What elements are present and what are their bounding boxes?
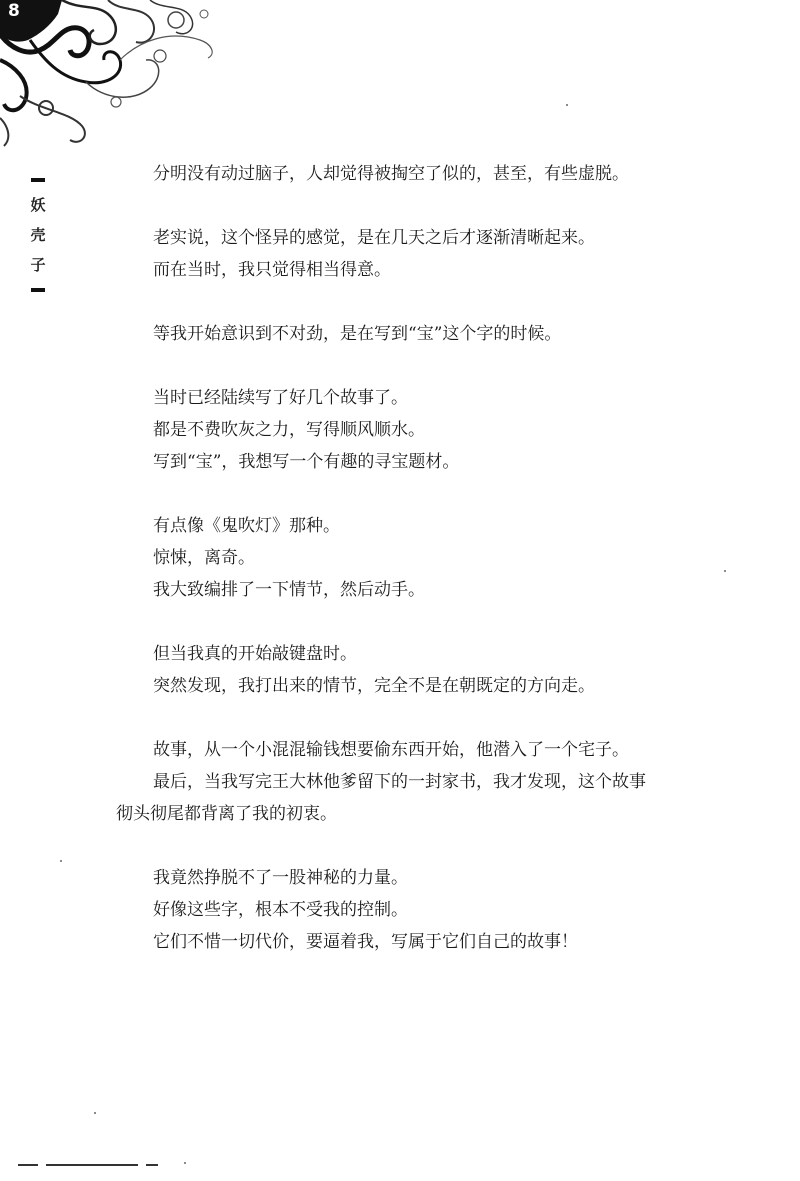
text-line: 我竟然挣脱不了一股神秘的力量。 [153,868,408,888]
body-text [116,158,716,990]
paragraph [116,638,716,702]
paragraph [116,318,716,350]
paragraph [116,382,716,478]
side-title-bar-top [31,178,45,182]
side-title-char: 妖 [30,196,46,214]
text-line: 当时已经陆续写了好几个故事了。 [153,388,408,408]
page-number: 8 [8,1,20,21]
paragraph [116,862,716,958]
text-line: 我大致编排了一下情节，然后动手。 [153,580,425,600]
text-line: 而在当时，我只觉得相当得意。 [153,260,391,280]
text-line: 最后，当我写完王大林他爹留下的一封家书，我才发现，这个故事 [153,772,646,792]
text-line: 惊悚，离奇。 [153,548,255,568]
scan-speck [184,1162,186,1164]
side-title-bar-bottom [31,288,45,292]
paragraph [116,734,716,830]
text-line: 有点像《鬼吹灯》那种。 [153,516,340,536]
paragraph [116,510,716,606]
scan-speck [566,104,568,106]
paragraph [116,222,716,286]
text-line: 老实说，这个怪异的感觉，是在几天之后才逐渐清晰起来。 [153,228,595,248]
side-title [30,170,46,300]
text-line: 但当我真的开始敲键盘时。 [153,644,357,664]
text-line: 好像这些字，根本不受我的控制。 [153,900,408,920]
footer-rule [18,1164,158,1166]
text-line: 故事，从一个小混混输钱想要偷东西开始，他潜入了一个宅子。 [153,740,629,760]
side-title-char: 子 [30,256,46,274]
scan-speck [94,1112,96,1114]
text-line: 它们不惜一切代价，要逼着我，写属于它们自己的故事！ [153,932,578,952]
side-title-char: 壳 [30,226,46,244]
scan-speck [60,860,62,862]
text-line: 分明没有动过脑子，人却觉得被掏空了似的，甚至，有些虚脱。 [153,164,629,184]
swirl-ornament-icon [0,0,220,150]
scan-speck [724,570,726,572]
text-line: 突然发现，我打出来的情节，完全不是在朝既定的方向走。 [153,676,595,696]
paragraph [116,158,716,190]
text-line: 彻头彻尾都背离了我的初衷。 [116,804,337,824]
text-line: 写到“宝”，我想写一个有趣的寻宝题材。 [153,452,460,472]
text-line: 等我开始意识到不对劲，是在写到“宝”这个字的时候。 [153,324,562,344]
text-line: 都是不费吹灰之力，写得顺风顺水。 [153,420,425,440]
